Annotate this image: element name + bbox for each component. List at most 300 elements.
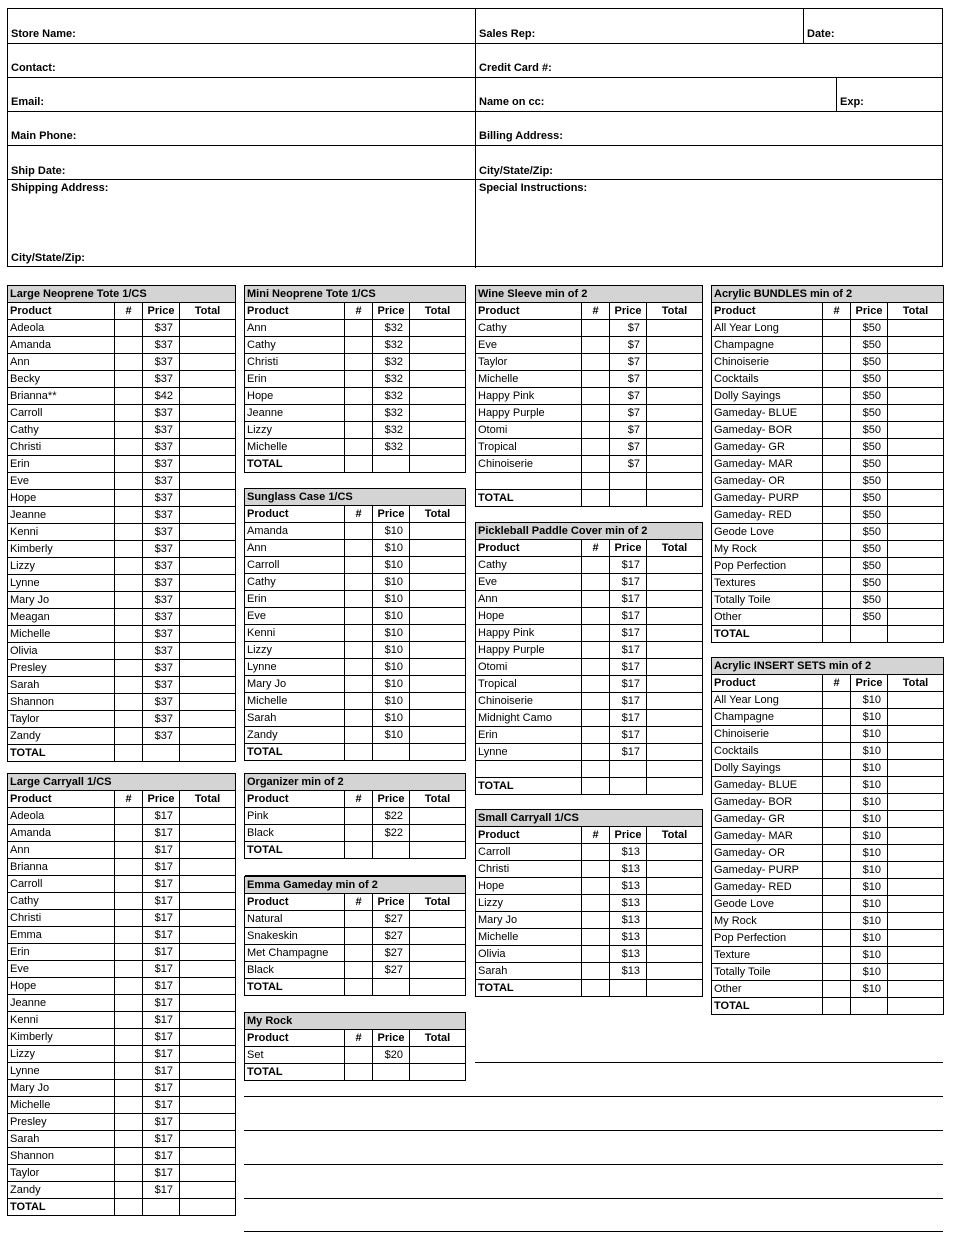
total-cell[interactable] — [647, 744, 703, 761]
total-cell[interactable] — [410, 693, 466, 710]
qty-cell[interactable] — [115, 1080, 143, 1097]
qty-cell[interactable] — [823, 371, 851, 388]
qty-cell[interactable] — [115, 541, 143, 558]
total-cell[interactable] — [888, 947, 944, 964]
qty-cell[interactable] — [115, 876, 143, 893]
total-cell[interactable] — [180, 541, 236, 558]
qty-cell[interactable] — [115, 1131, 143, 1148]
qty-cell[interactable] — [115, 320, 143, 337]
total-qty-cell[interactable] — [582, 490, 610, 507]
qty-cell[interactable] — [115, 859, 143, 876]
total-cell[interactable] — [410, 388, 466, 405]
grand-total-cell[interactable] — [410, 744, 466, 761]
qty-cell[interactable] — [115, 575, 143, 592]
total-cell[interactable] — [647, 659, 703, 676]
qty-cell[interactable] — [115, 1012, 143, 1029]
qty-cell[interactable] — [115, 944, 143, 961]
total-qty-cell[interactable] — [823, 998, 851, 1015]
qty-cell[interactable] — [582, 642, 610, 659]
qty-cell[interactable] — [345, 523, 373, 540]
qty-cell[interactable] — [823, 862, 851, 879]
total-cell[interactable] — [888, 879, 944, 896]
total-cell[interactable] — [888, 692, 944, 709]
qty-cell[interactable] — [115, 808, 143, 825]
qty-cell[interactable] — [823, 743, 851, 760]
qty-cell[interactable] — [823, 981, 851, 998]
qty-cell[interactable] — [345, 808, 373, 825]
total-cell[interactable] — [180, 439, 236, 456]
total-qty-cell[interactable] — [345, 842, 373, 859]
total-cell[interactable] — [888, 541, 944, 558]
total-cell[interactable] — [410, 1047, 466, 1064]
qty-cell[interactable] — [115, 1046, 143, 1063]
qty-cell[interactable] — [115, 507, 143, 524]
qty-cell[interactable] — [823, 507, 851, 524]
qty-cell[interactable] — [582, 422, 610, 439]
qty-cell[interactable] — [582, 895, 610, 912]
qty-cell[interactable] — [345, 405, 373, 422]
total-cell[interactable] — [410, 659, 466, 676]
qty-cell[interactable] — [115, 592, 143, 609]
qty-cell[interactable] — [823, 541, 851, 558]
total-cell[interactable] — [180, 677, 236, 694]
total-cell[interactable] — [180, 859, 236, 876]
total-cell[interactable] — [888, 862, 944, 879]
total-cell[interactable] — [888, 473, 944, 490]
total-cell[interactable] — [180, 927, 236, 944]
total-cell[interactable] — [180, 978, 236, 995]
grand-total-cell[interactable] — [410, 979, 466, 996]
qty-cell[interactable] — [345, 540, 373, 557]
qty-cell[interactable] — [115, 995, 143, 1012]
product-name[interactable] — [476, 761, 582, 778]
total-cell[interactable] — [888, 490, 944, 507]
total-cell[interactable] — [647, 878, 703, 895]
total-cell[interactable] — [647, 439, 703, 456]
total-cell[interactable] — [180, 1131, 236, 1148]
qty-cell[interactable] — [345, 320, 373, 337]
total-cell[interactable] — [647, 456, 703, 473]
qty-cell[interactable] — [115, 893, 143, 910]
qty-cell[interactable] — [115, 473, 143, 490]
total-cell[interactable] — [888, 743, 944, 760]
qty-cell[interactable] — [823, 592, 851, 609]
total-cell[interactable] — [180, 1165, 236, 1182]
qty-cell[interactable] — [823, 473, 851, 490]
qty-cell[interactable] — [582, 625, 610, 642]
total-cell[interactable] — [180, 422, 236, 439]
qty-cell[interactable] — [582, 439, 610, 456]
total-cell[interactable] — [647, 963, 703, 980]
total-cell[interactable] — [410, 439, 466, 456]
total-cell[interactable] — [410, 945, 466, 962]
total-cell[interactable] — [180, 1080, 236, 1097]
total-cell[interactable] — [410, 962, 466, 979]
qty-cell[interactable] — [823, 896, 851, 913]
qty-cell[interactable] — [115, 388, 143, 405]
total-cell[interactable] — [180, 1046, 236, 1063]
qty-cell[interactable] — [582, 405, 610, 422]
total-cell[interactable] — [180, 910, 236, 927]
total-cell[interactable] — [180, 592, 236, 609]
qty-cell[interactable] — [115, 609, 143, 626]
qty-cell[interactable] — [582, 608, 610, 625]
total-cell[interactable] — [888, 981, 944, 998]
grand-total-cell[interactable] — [647, 490, 703, 507]
qty-cell[interactable] — [115, 1097, 143, 1114]
total-cell[interactable] — [647, 557, 703, 574]
qty-cell[interactable] — [115, 490, 143, 507]
total-cell[interactable] — [647, 625, 703, 642]
total-cell[interactable] — [888, 575, 944, 592]
total-qty-cell[interactable] — [345, 456, 373, 473]
qty-cell[interactable] — [823, 388, 851, 405]
qty-cell[interactable] — [115, 439, 143, 456]
total-cell[interactable] — [410, 523, 466, 540]
total-cell[interactable] — [180, 626, 236, 643]
total-cell[interactable] — [647, 929, 703, 946]
total-cell[interactable] — [647, 693, 703, 710]
total-qty-cell[interactable] — [345, 744, 373, 761]
qty-cell[interactable] — [345, 371, 373, 388]
total-cell[interactable] — [410, 808, 466, 825]
total-cell[interactable] — [410, 422, 466, 439]
qty-cell[interactable] — [823, 794, 851, 811]
total-cell[interactable] — [888, 845, 944, 862]
qty-cell[interactable] — [345, 422, 373, 439]
qty-cell[interactable] — [823, 947, 851, 964]
total-cell[interactable] — [647, 844, 703, 861]
qty-cell[interactable] — [582, 676, 610, 693]
qty-cell[interactable] — [115, 660, 143, 677]
total-cell[interactable] — [180, 354, 236, 371]
total-cell[interactable] — [410, 727, 466, 744]
total-cell[interactable] — [888, 811, 944, 828]
qty-cell[interactable] — [345, 911, 373, 928]
total-cell[interactable] — [180, 1029, 236, 1046]
qty-cell[interactable] — [582, 878, 610, 895]
qty-cell[interactable] — [345, 591, 373, 608]
total-cell[interactable] — [888, 354, 944, 371]
product-name[interactable] — [476, 473, 582, 490]
total-cell[interactable] — [647, 337, 703, 354]
qty-cell[interactable] — [345, 727, 373, 744]
qty-cell[interactable] — [582, 710, 610, 727]
qty-cell[interactable] — [115, 405, 143, 422]
total-cell[interactable] — [647, 422, 703, 439]
total-cell[interactable] — [410, 354, 466, 371]
qty-cell[interactable] — [582, 574, 610, 591]
total-cell[interactable] — [647, 861, 703, 878]
qty-cell[interactable] — [823, 845, 851, 862]
qty-cell[interactable] — [345, 608, 373, 625]
total-cell[interactable] — [410, 405, 466, 422]
qty-cell[interactable] — [345, 676, 373, 693]
total-cell[interactable] — [410, 676, 466, 693]
total-cell[interactable] — [888, 709, 944, 726]
total-cell[interactable] — [410, 608, 466, 625]
qty-cell[interactable] — [115, 711, 143, 728]
total-cell[interactable] — [180, 842, 236, 859]
qty-cell[interactable] — [115, 422, 143, 439]
total-cell[interactable] — [180, 473, 236, 490]
qty-cell[interactable] — [823, 726, 851, 743]
total-cell[interactable] — [888, 896, 944, 913]
qty-cell[interactable] — [823, 337, 851, 354]
qty-cell[interactable] — [582, 929, 610, 946]
grand-total-cell[interactable] — [410, 456, 466, 473]
total-cell[interactable] — [647, 473, 703, 490]
total-cell[interactable] — [180, 1182, 236, 1199]
qty-cell[interactable] — [823, 692, 851, 709]
total-cell[interactable] — [180, 456, 236, 473]
qty-cell[interactable] — [115, 643, 143, 660]
qty-cell[interactable] — [582, 473, 610, 490]
qty-cell[interactable] — [582, 693, 610, 710]
qty-cell[interactable] — [115, 910, 143, 927]
total-cell[interactable] — [180, 609, 236, 626]
total-cell[interactable] — [410, 337, 466, 354]
total-cell[interactable] — [647, 608, 703, 625]
total-cell[interactable] — [647, 371, 703, 388]
qty-cell[interactable] — [582, 727, 610, 744]
total-cell[interactable] — [180, 694, 236, 711]
qty-cell[interactable] — [115, 1148, 143, 1165]
total-qty-cell[interactable] — [582, 778, 610, 795]
grand-total-cell[interactable] — [180, 745, 236, 762]
qty-cell[interactable] — [823, 930, 851, 947]
qty-cell[interactable] — [823, 439, 851, 456]
total-cell[interactable] — [888, 828, 944, 845]
total-qty-cell[interactable] — [823, 626, 851, 643]
grand-total-cell[interactable] — [647, 980, 703, 997]
qty-cell[interactable] — [823, 524, 851, 541]
total-cell[interactable] — [410, 928, 466, 945]
qty-cell[interactable] — [115, 337, 143, 354]
total-cell[interactable] — [888, 930, 944, 947]
qty-cell[interactable] — [345, 962, 373, 979]
qty-cell[interactable] — [823, 320, 851, 337]
total-cell[interactable] — [180, 660, 236, 677]
qty-cell[interactable] — [345, 710, 373, 727]
qty-cell[interactable] — [823, 354, 851, 371]
total-cell[interactable] — [410, 642, 466, 659]
qty-cell[interactable] — [582, 744, 610, 761]
qty-cell[interactable] — [582, 912, 610, 929]
qty-cell[interactable] — [582, 557, 610, 574]
total-cell[interactable] — [888, 609, 944, 626]
grand-total-cell[interactable] — [888, 998, 944, 1015]
qty-cell[interactable] — [582, 456, 610, 473]
total-cell[interactable] — [888, 777, 944, 794]
total-cell[interactable] — [180, 371, 236, 388]
qty-cell[interactable] — [115, 728, 143, 745]
total-cell[interactable] — [888, 507, 944, 524]
total-cell[interactable] — [410, 710, 466, 727]
total-cell[interactable] — [888, 337, 944, 354]
qty-cell[interactable] — [345, 354, 373, 371]
qty-cell[interactable] — [115, 961, 143, 978]
qty-cell[interactable] — [582, 371, 610, 388]
qty-cell[interactable] — [115, 626, 143, 643]
qty-cell[interactable] — [345, 659, 373, 676]
qty-cell[interactable] — [823, 405, 851, 422]
total-cell[interactable] — [410, 540, 466, 557]
total-cell[interactable] — [180, 388, 236, 405]
total-cell[interactable] — [180, 961, 236, 978]
qty-cell[interactable] — [115, 694, 143, 711]
total-cell[interactable] — [180, 337, 236, 354]
total-qty-cell[interactable] — [115, 1199, 143, 1216]
qty-cell[interactable] — [823, 777, 851, 794]
qty-cell[interactable] — [345, 945, 373, 962]
total-cell[interactable] — [180, 1114, 236, 1131]
qty-cell[interactable] — [115, 354, 143, 371]
total-cell[interactable] — [180, 825, 236, 842]
total-cell[interactable] — [888, 371, 944, 388]
total-cell[interactable] — [647, 388, 703, 405]
qty-cell[interactable] — [115, 1029, 143, 1046]
total-cell[interactable] — [888, 558, 944, 575]
qty-cell[interactable] — [582, 946, 610, 963]
qty-cell[interactable] — [345, 557, 373, 574]
qty-cell[interactable] — [582, 320, 610, 337]
qty-cell[interactable] — [823, 609, 851, 626]
qty-cell[interactable] — [823, 709, 851, 726]
total-cell[interactable] — [888, 794, 944, 811]
total-cell[interactable] — [888, 422, 944, 439]
qty-cell[interactable] — [345, 337, 373, 354]
total-qty-cell[interactable] — [115, 745, 143, 762]
qty-cell[interactable] — [345, 693, 373, 710]
total-cell[interactable] — [180, 728, 236, 745]
total-cell[interactable] — [410, 911, 466, 928]
total-cell[interactable] — [410, 574, 466, 591]
total-cell[interactable] — [647, 710, 703, 727]
qty-cell[interactable] — [345, 439, 373, 456]
qty-cell[interactable] — [115, 558, 143, 575]
total-cell[interactable] — [647, 320, 703, 337]
total-cell[interactable] — [647, 642, 703, 659]
qty-cell[interactable] — [582, 761, 610, 778]
qty-cell[interactable] — [823, 760, 851, 777]
total-cell[interactable] — [410, 591, 466, 608]
total-cell[interactable] — [180, 524, 236, 541]
total-cell[interactable] — [888, 913, 944, 930]
total-cell[interactable] — [410, 625, 466, 642]
total-cell[interactable] — [888, 964, 944, 981]
qty-cell[interactable] — [345, 825, 373, 842]
total-cell[interactable] — [888, 456, 944, 473]
total-cell[interactable] — [180, 490, 236, 507]
grand-total-cell[interactable] — [647, 778, 703, 795]
qty-cell[interactable] — [115, 524, 143, 541]
qty-cell[interactable] — [115, 1114, 143, 1131]
qty-cell[interactable] — [582, 354, 610, 371]
total-cell[interactable] — [888, 726, 944, 743]
total-cell[interactable] — [888, 524, 944, 541]
qty-cell[interactable] — [823, 828, 851, 845]
total-cell[interactable] — [647, 727, 703, 744]
total-cell[interactable] — [888, 320, 944, 337]
qty-cell[interactable] — [582, 388, 610, 405]
qty-cell[interactable] — [823, 964, 851, 981]
total-cell[interactable] — [647, 354, 703, 371]
total-cell[interactable] — [180, 558, 236, 575]
total-cell[interactable] — [888, 405, 944, 422]
qty-cell[interactable] — [115, 1165, 143, 1182]
total-cell[interactable] — [888, 388, 944, 405]
total-cell[interactable] — [410, 825, 466, 842]
total-cell[interactable] — [180, 876, 236, 893]
qty-cell[interactable] — [115, 371, 143, 388]
total-cell[interactable] — [180, 808, 236, 825]
total-cell[interactable] — [647, 912, 703, 929]
qty-cell[interactable] — [823, 490, 851, 507]
qty-cell[interactable] — [115, 1063, 143, 1080]
grand-total-cell[interactable] — [888, 626, 944, 643]
total-cell[interactable] — [888, 592, 944, 609]
qty-cell[interactable] — [345, 625, 373, 642]
total-cell[interactable] — [647, 574, 703, 591]
total-cell[interactable] — [180, 575, 236, 592]
qty-cell[interactable] — [823, 879, 851, 896]
qty-cell[interactable] — [823, 558, 851, 575]
total-qty-cell[interactable] — [582, 980, 610, 997]
qty-cell[interactable] — [582, 659, 610, 676]
total-cell[interactable] — [180, 507, 236, 524]
qty-cell[interactable] — [345, 388, 373, 405]
grand-total-cell[interactable] — [410, 842, 466, 859]
qty-cell[interactable] — [582, 337, 610, 354]
grand-total-cell[interactable] — [410, 1064, 466, 1081]
qty-cell[interactable] — [582, 963, 610, 980]
total-cell[interactable] — [647, 405, 703, 422]
total-cell[interactable] — [410, 320, 466, 337]
qty-cell[interactable] — [115, 842, 143, 859]
total-cell[interactable] — [410, 371, 466, 388]
total-cell[interactable] — [180, 1063, 236, 1080]
total-cell[interactable] — [180, 1012, 236, 1029]
qty-cell[interactable] — [582, 844, 610, 861]
qty-cell[interactable] — [345, 928, 373, 945]
total-cell[interactable] — [888, 760, 944, 777]
total-cell[interactable] — [647, 761, 703, 778]
total-cell[interactable] — [180, 893, 236, 910]
total-cell[interactable] — [647, 591, 703, 608]
total-cell[interactable] — [180, 643, 236, 660]
qty-cell[interactable] — [823, 456, 851, 473]
qty-cell[interactable] — [115, 677, 143, 694]
total-cell[interactable] — [647, 946, 703, 963]
total-cell[interactable] — [180, 1148, 236, 1165]
total-cell[interactable] — [180, 405, 236, 422]
qty-cell[interactable] — [823, 913, 851, 930]
grand-total-cell[interactable] — [180, 1199, 236, 1216]
total-cell[interactable] — [180, 995, 236, 1012]
total-cell[interactable] — [180, 1097, 236, 1114]
qty-cell[interactable] — [823, 575, 851, 592]
total-cell[interactable] — [647, 676, 703, 693]
qty-cell[interactable] — [115, 456, 143, 473]
total-cell[interactable] — [180, 320, 236, 337]
qty-cell[interactable] — [115, 825, 143, 842]
total-cell[interactable] — [888, 439, 944, 456]
total-qty-cell[interactable] — [345, 979, 373, 996]
qty-cell[interactable] — [582, 591, 610, 608]
qty-cell[interactable] — [345, 642, 373, 659]
total-cell[interactable] — [410, 557, 466, 574]
